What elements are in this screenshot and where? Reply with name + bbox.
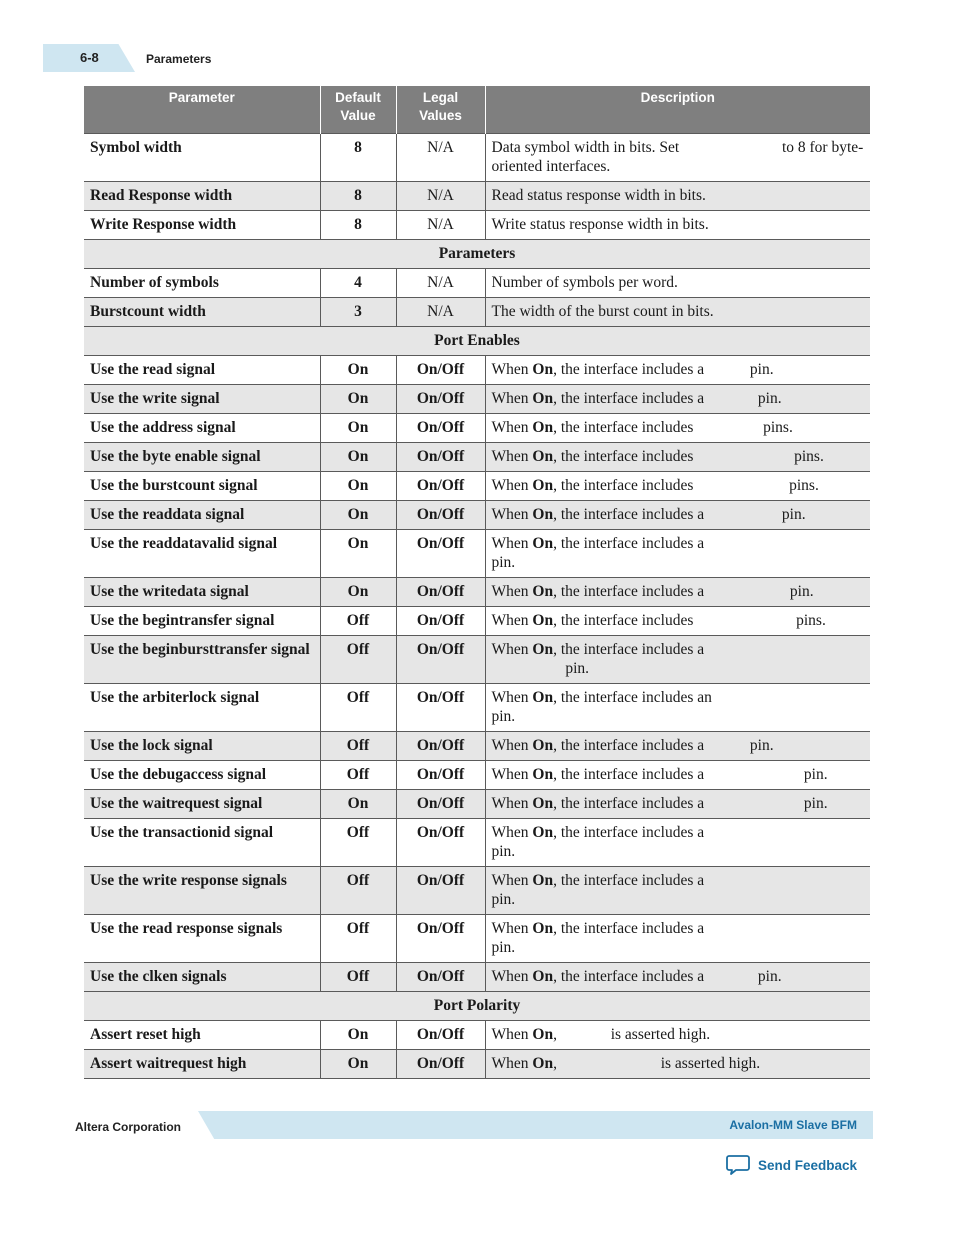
header-parameter: Parameter (84, 86, 320, 134)
table-row (84, 819, 870, 867)
description-cell: When On, the interface includes pins. (485, 607, 870, 636)
table-row (84, 867, 870, 915)
description-cell: When On, the interface includes an pin. (485, 684, 870, 732)
table-row (84, 211, 870, 240)
section-row (84, 240, 870, 269)
description-cell: When On, the interface includes a pin. (485, 501, 870, 530)
param-cell: Write Response width (84, 211, 320, 240)
default-value-cell: Off (320, 684, 396, 732)
description-cell: Data symbol width in bits. Set to 8 for byte-oriented interfaces. (485, 134, 870, 182)
legal-values-cell: On/Off (396, 636, 485, 684)
param-cell: Use the lock signal (84, 732, 320, 761)
description-cell: Number of symbols per word. (485, 269, 870, 298)
section-row (84, 992, 870, 1021)
description-cell: Write status response width in bits. (485, 211, 870, 240)
description-cell: When On, the interface includes pins. (485, 472, 870, 501)
default-value-cell: On (320, 578, 396, 607)
default-value-cell: 8 (320, 211, 396, 240)
param-cell: Number of symbols (84, 269, 320, 298)
legal-values-cell: N/A (396, 211, 485, 240)
legal-values-cell: On/Off (396, 607, 485, 636)
default-value-cell: On (320, 472, 396, 501)
legal-values-cell: On/Off (396, 867, 485, 915)
description-cell: When On, the interface includes pins. (485, 414, 870, 443)
param-cell: Use the read signal (84, 356, 320, 385)
param-cell: Burstcount width (84, 298, 320, 327)
page-number: 6-8 (80, 50, 99, 65)
legal-values-cell: On/Off (396, 963, 485, 992)
default-value-cell: On (320, 443, 396, 472)
table-row (84, 443, 870, 472)
description-cell: When On, the interface includes a pin. (485, 732, 870, 761)
table-row (84, 298, 870, 327)
description-cell: When On, the interface includes a pin. (485, 819, 870, 867)
legal-values-cell: On/Off (396, 472, 485, 501)
table-row (84, 501, 870, 530)
section-title: Parameters (146, 52, 212, 66)
legal-values-cell: N/A (396, 269, 485, 298)
param-cell: Use the debugaccess signal (84, 761, 320, 790)
legal-values-cell: On/Off (396, 761, 485, 790)
table-row (84, 134, 870, 182)
parameters-table (84, 86, 870, 1079)
table-row (84, 761, 870, 790)
table-row (84, 269, 870, 298)
legal-values-cell: On/Off (396, 684, 485, 732)
description-cell: When On, the interface includes a pin. (485, 636, 870, 684)
legal-values-cell: On/Off (396, 819, 485, 867)
default-value-cell: Off (320, 636, 396, 684)
legal-values-cell: N/A (396, 182, 485, 211)
param-cell: Use the write response signals (84, 867, 320, 915)
description-cell: When On, the interface includes a pin. (485, 761, 870, 790)
param-cell: Use the address signal (84, 414, 320, 443)
speech-bubble-icon (726, 1154, 750, 1176)
section-row (84, 327, 870, 356)
description-cell: When On, the interface includes a pin. (485, 385, 870, 414)
legal-values-cell: On/Off (396, 414, 485, 443)
legal-values-cell: On/Off (396, 790, 485, 819)
default-value-cell: Off (320, 867, 396, 915)
table-row (84, 607, 870, 636)
table-row (84, 732, 870, 761)
legal-values-cell: On/Off (396, 732, 485, 761)
param-cell: Use the readdata signal (84, 501, 320, 530)
default-value-cell: On (320, 530, 396, 578)
legal-values-cell: On/Off (396, 1021, 485, 1050)
default-value-cell: Off (320, 915, 396, 963)
table-body (84, 134, 870, 1079)
default-value-cell: 8 (320, 182, 396, 211)
table-row (84, 578, 870, 607)
table-row (84, 414, 870, 443)
header-legal-values: Legal Values (396, 86, 485, 134)
section-label: Parameters (84, 240, 870, 269)
legal-values-cell: N/A (396, 134, 485, 182)
description-cell: When On, the interface includes a pin. (485, 356, 870, 385)
default-value-cell: On (320, 1021, 396, 1050)
param-cell: Use the beginbursttransfer signal (84, 636, 320, 684)
legal-values-cell: On/Off (396, 915, 485, 963)
param-cell: Assert waitrequest high (84, 1050, 320, 1079)
description-cell: The width of the burst count in bits. (485, 298, 870, 327)
param-cell: Use the read response signals (84, 915, 320, 963)
default-value-cell: On (320, 501, 396, 530)
legal-values-cell: N/A (396, 298, 485, 327)
default-value-cell: 4 (320, 269, 396, 298)
param-cell: Use the readdatavalid signal (84, 530, 320, 578)
company-name: Altera Corporation (75, 1120, 182, 1134)
default-value-cell: Off (320, 963, 396, 992)
param-cell: Symbol width (84, 134, 320, 182)
param-cell: Use the arbiterlock signal (84, 684, 320, 732)
description-cell: When On, the interface includes a pin. (485, 790, 870, 819)
default-value-cell: On (320, 356, 396, 385)
legal-values-cell: On/Off (396, 530, 485, 578)
default-value-cell: On (320, 1050, 396, 1079)
param-cell: Use the waitrequest signal (84, 790, 320, 819)
description-cell: When On, the interface includes a pin. (485, 915, 870, 963)
default-value-cell: Off (320, 819, 396, 867)
param-cell: Use the begintransfer signal (84, 607, 320, 636)
send-feedback-link[interactable] (726, 1152, 857, 1178)
description-cell: When On, is asserted high. (485, 1021, 870, 1050)
table-header-row (84, 86, 870, 134)
table-row (84, 963, 870, 992)
param-cell: Use the write signal (84, 385, 320, 414)
legal-values-cell: On/Off (396, 385, 485, 414)
table-row (84, 636, 870, 684)
default-value-cell: 3 (320, 298, 396, 327)
default-value-cell: 8 (320, 134, 396, 182)
param-cell: Use the transactionid signal (84, 819, 320, 867)
table-row (84, 684, 870, 732)
table-row (84, 182, 870, 211)
description-cell: Read status response width in bits. (485, 182, 870, 211)
section-label: Port Enables (84, 327, 870, 356)
param-cell: Use the byte enable signal (84, 443, 320, 472)
table-row (84, 1021, 870, 1050)
description-cell: When On, the interface includes pins. (485, 443, 870, 472)
document-title-link[interactable]: Avalon-MM Slave BFM (729, 1118, 857, 1132)
legal-values-cell: On/Off (396, 1050, 485, 1079)
table-row (84, 472, 870, 501)
default-value-cell: Off (320, 732, 396, 761)
header-description: Description (485, 86, 870, 134)
param-cell: Use the writedata signal (84, 578, 320, 607)
description-cell: When On, the interface includes a pin. (485, 867, 870, 915)
default-value-cell: Off (320, 761, 396, 790)
description-cell: When On, the interface includes a pin. (485, 578, 870, 607)
param-cell: Read Response width (84, 182, 320, 211)
section-label: Port Polarity (84, 992, 870, 1021)
table-row (84, 530, 870, 578)
legal-values-cell: On/Off (396, 501, 485, 530)
param-cell: Use the clken signals (84, 963, 320, 992)
legal-values-cell: On/Off (396, 356, 485, 385)
send-feedback-label: Send Feedback (758, 1157, 858, 1173)
legal-values-cell: On/Off (396, 578, 485, 607)
description-cell: When On, is asserted high. (485, 1050, 870, 1079)
table-row (84, 356, 870, 385)
default-value-cell: On (320, 790, 396, 819)
table-row (84, 790, 870, 819)
default-value-cell: On (320, 414, 396, 443)
default-value-cell: On (320, 385, 396, 414)
legal-values-cell: On/Off (396, 443, 485, 472)
description-cell: When On, the interface includes a pin. (485, 963, 870, 992)
header-default-value: Default Value (320, 86, 396, 134)
description-cell: When On, the interface includes a pin. (485, 530, 870, 578)
table-row (84, 1050, 870, 1079)
table-row (84, 915, 870, 963)
param-cell: Use the burstcount signal (84, 472, 320, 501)
table-row (84, 385, 870, 414)
param-cell: Assert reset high (84, 1021, 320, 1050)
default-value-cell: Off (320, 607, 396, 636)
